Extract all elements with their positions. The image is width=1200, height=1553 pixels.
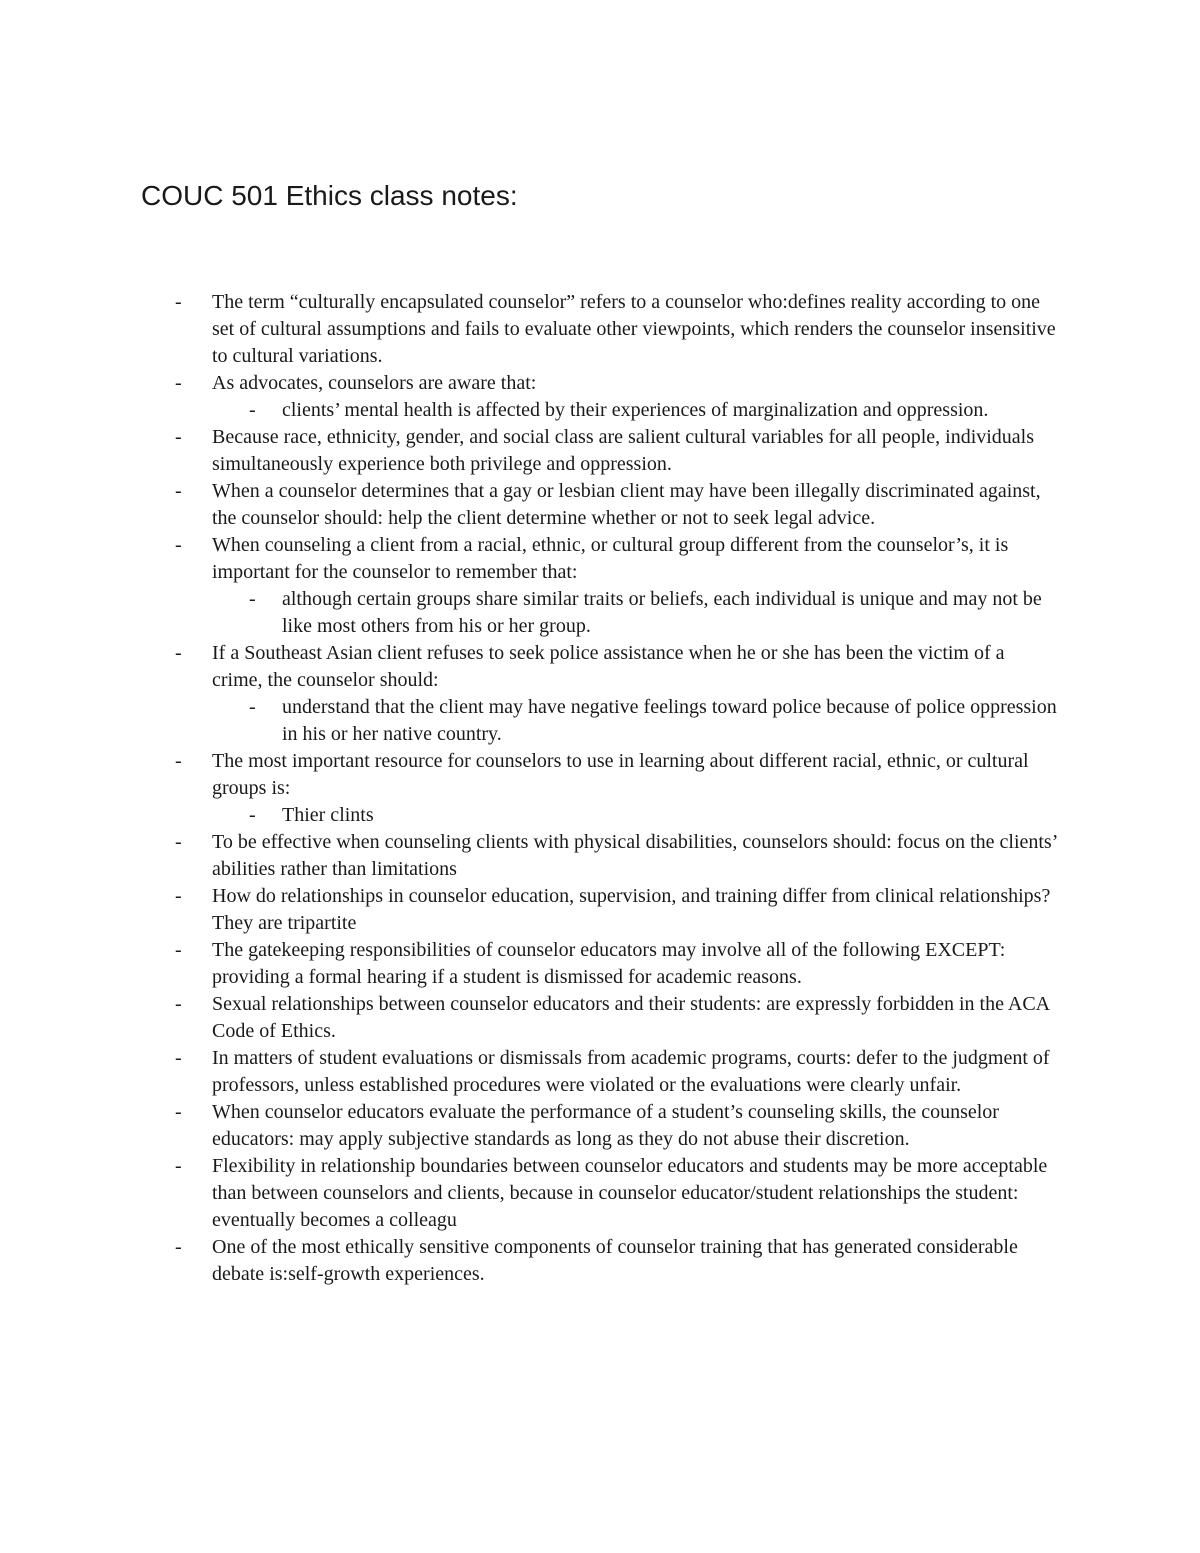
sub-list-item [0, 586, 1057, 640]
bullet-dash-icon: - [249, 804, 256, 826]
list-item-text: The gatekeeping responsibilities of counselor educators may involve all of the following EXCEPT: providing a formal hearing if a student is dismissed for academic reasons. [212, 939, 1006, 988]
list-item-text: Because race, ethnicity, gender, and social class are salient cultural variables for all people, individuals simultaneously experience both privilege and oppression. [212, 426, 1035, 475]
bullet-dash-icon: - [175, 885, 182, 907]
bullet-dash-icon: - [175, 1101, 182, 1123]
list-item [0, 289, 1057, 370]
list-item [0, 829, 1057, 883]
bullet-dash-icon: - [175, 1047, 182, 1069]
sub-list-item [0, 397, 1057, 424]
bullet-dash-icon: - [175, 426, 182, 448]
bullet-dash-icon: - [175, 750, 182, 772]
list-item [0, 748, 1057, 802]
bullet-dash-icon: - [175, 1155, 182, 1177]
bullet-dash-icon: - [175, 642, 182, 664]
list-item [0, 1234, 1057, 1288]
list-item-text: clients’ mental health is affected by their experiences of marginalization and oppression. [282, 399, 989, 421]
bullet-dash-icon: - [175, 534, 182, 556]
bullet-dash-icon: - [175, 1236, 182, 1258]
list-item-text: understand that the client may have negative feelings toward police because of police oppression in his or her native country. [282, 696, 1057, 745]
list-item-text: When a counselor determines that a gay or lesbian client may have been illegally discriminated against, the counselor should: help the client determine whether or not to seek legal advice. [212, 480, 1041, 529]
list-item-text: The term “culturally encapsulated counselor” refers to a counselor who:defines reality according to one set of cultural assumptions and fails to evaluate other viewpoints, which renders the counselor insensitive to cultural variations. [212, 291, 1056, 367]
list-item-text: As advocates, counselors are aware that: [212, 372, 537, 394]
notes-list [0, 289, 1200, 1288]
list-item [0, 991, 1057, 1045]
list-item-text: Thier clints [282, 804, 374, 826]
list-item [0, 1153, 1057, 1234]
list-item [0, 1045, 1057, 1099]
list-item [0, 478, 1057, 532]
list-item-text: The most important resource for counselors to use in learning about different racial, ethnic, or cultural groups is: [212, 750, 1029, 799]
list-item-text: Sexual relationships between counselor educators and their students: are expressly forbidden in the ACA Code of Ethics. [212, 993, 1050, 1042]
list-item-text: In matters of student evaluations or dismissals from academic programs, courts: defer to the judgment of professors, unless established procedures were violated or the evaluations were clearly unfair. [212, 1047, 1050, 1096]
list-item-text: Flexibility in relationship boundaries between counselor educators and students may be more acceptable than between counselors and clients, because in counselor educator/student relationships the student: eventually becomes a colleagu [212, 1155, 1048, 1231]
list-item [0, 370, 1057, 397]
list-item [0, 424, 1057, 478]
bullet-dash-icon: - [175, 372, 182, 394]
list-item-text: When counseling a client from a racial, ethnic, or cultural group different from the counselor’s, it is important for the counselor to remember that: [212, 534, 1009, 583]
list-item [0, 532, 1057, 586]
page-title: COUC 501 Ethics class notes: [141, 180, 518, 211]
list-item-text: although certain groups share similar traits or beliefs, each individual is unique and may not be like most others from his or her group. [282, 588, 1042, 637]
list-item [0, 640, 1057, 694]
list-item-text: When counselor educators evaluate the performance of a student’s counseling skills, the counselor educators: may apply subjective standards as long as they do not abuse their discretion. [212, 1101, 999, 1150]
list-item [0, 937, 1057, 991]
bullet-dash-icon: - [249, 399, 256, 421]
bullet-dash-icon: - [175, 291, 182, 313]
bullet-dash-icon: - [175, 831, 182, 853]
bullet-dash-icon: - [249, 696, 256, 718]
list-item-text: How do relationships in counselor education, supervision, and training differ from clinical relationships? They are tripartite [212, 885, 1051, 934]
sub-list-item [0, 694, 1057, 748]
bullet-dash-icon: - [249, 588, 256, 610]
list-item [0, 1099, 1057, 1153]
sub-list-item [0, 802, 1057, 829]
list-item-text: One of the most ethically sensitive components of counselor training that has generated considerable debate is:self-growth experiences. [212, 1236, 1018, 1285]
list-item-text: To be effective when counseling clients with physical disabilities, counselors should: focus on the clients’ abilities rather than limitations [212, 831, 1057, 880]
list-item-text: If a Southeast Asian client refuses to seek police assistance when he or she has been the victim of a crime, the counselor should: [212, 642, 1005, 691]
bullet-dash-icon: - [175, 480, 182, 502]
list-item [0, 883, 1057, 937]
bullet-dash-icon: - [175, 993, 182, 1015]
bullet-dash-icon: - [175, 939, 182, 961]
